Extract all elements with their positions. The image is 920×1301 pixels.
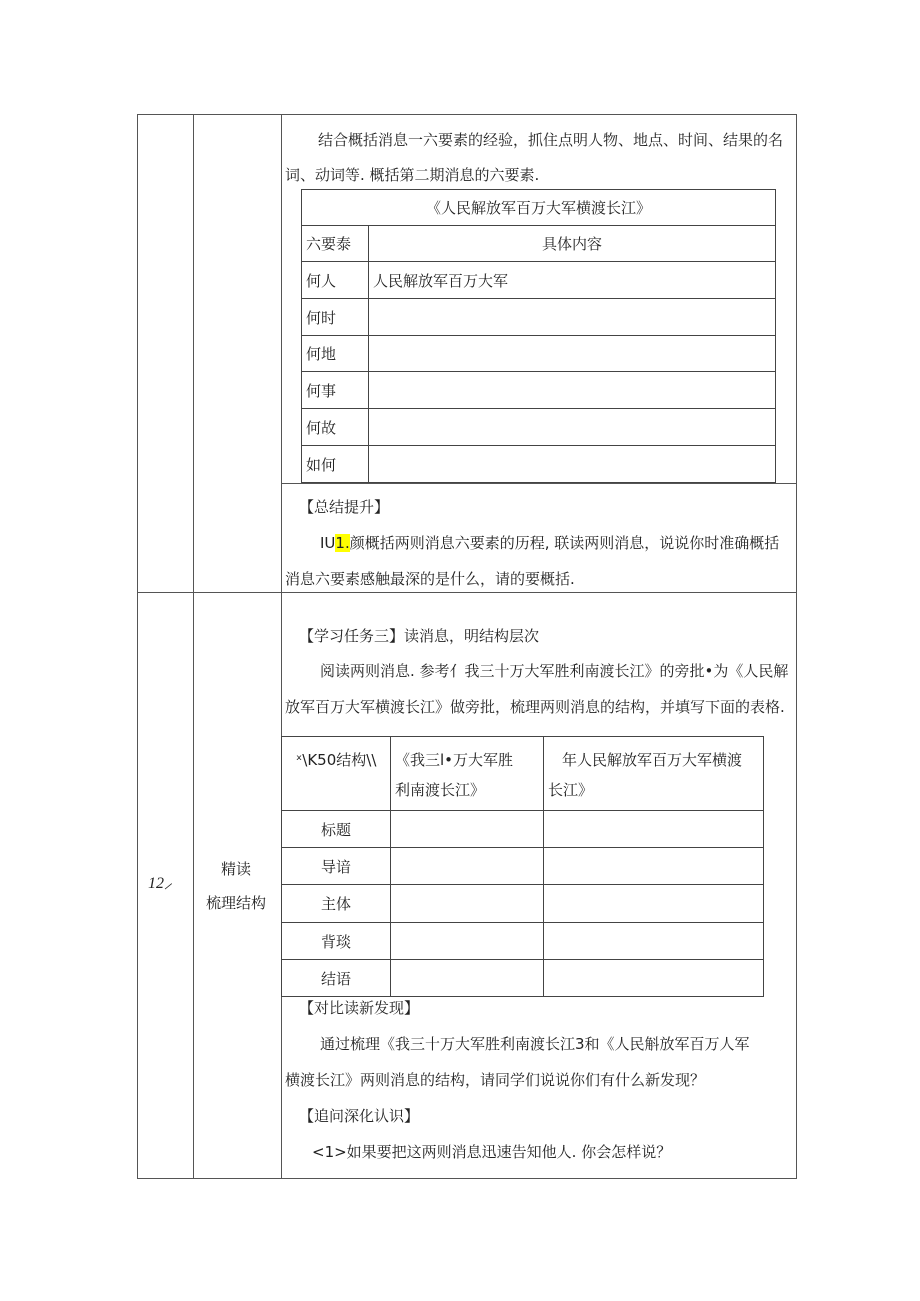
- structure-table: [281, 736, 764, 997]
- six-elements-row-content: [369, 372, 776, 409]
- row-label-line-1: 精读: [221, 860, 252, 878]
- structure-row-label: 背琰: [282, 923, 391, 960]
- structure-col1-header-line-1: 《我三l•万大军胜: [395, 751, 514, 769]
- structure-col2-header-line-2: 长江》: [548, 781, 594, 799]
- summary-line-2: 消息六要素感触最深的是什么，请的要概括.: [285, 570, 575, 588]
- structure-cell: [391, 885, 544, 923]
- row-label-line-2: 梳理结构: [206, 894, 267, 912]
- summary-line-1: [320, 533, 779, 553]
- structure-cell: [544, 811, 764, 848]
- compare-heading: 【对比读新发现】: [299, 999, 420, 1017]
- summary-highlight: 1.: [335, 534, 350, 552]
- task-heading: 【学习任务三】读消息，明结构层次: [299, 627, 540, 645]
- task-line-1: 阅读两则消息. 参考亻我三十万大军胜利南渡长江》的旁批•为《人民解: [320, 662, 789, 680]
- six-elements-row-label: 何时: [302, 299, 369, 336]
- outer-border-bottom: [137, 1178, 797, 1179]
- structure-row-label: 主体: [282, 885, 391, 923]
- structure-cell: [544, 848, 764, 885]
- structure-cell: [391, 923, 544, 960]
- six-elements-row-content: 人民解放军百万大军: [369, 262, 776, 299]
- structure-cell: [391, 811, 544, 848]
- structure-col1-header-line-2: 利南渡长江》: [395, 781, 486, 799]
- compare-line-1: 通过梳理《我三十万大军胜利南渡长江3和《人民斛放军百万人军: [320, 1035, 750, 1053]
- structure-cell: [544, 923, 764, 960]
- six-elements-row-label: 何事: [302, 372, 369, 409]
- structure-cell: [391, 960, 544, 997]
- structure-col2-header: [544, 737, 764, 811]
- task-line-2: 放军百万大军横渡长江》做旁批，梳理两则消息的结构，并填写下面的表格.: [285, 698, 785, 716]
- structure-col1-header: [391, 737, 544, 811]
- row1-section-divider: [281, 483, 797, 484]
- structure-row-label: 结语: [282, 960, 391, 997]
- structure-cell: [391, 848, 544, 885]
- six-elements-row-label: 何地: [302, 336, 369, 372]
- six-elements-table-title: 《人民解放军百万大军横渡长江》: [302, 190, 776, 226]
- compare-line-2: 横渡长江》两则消息的结构，请同学们说说你们有什么新发现？: [285, 1071, 706, 1089]
- six-elements-row-label: 何人: [302, 262, 369, 299]
- outer-border-left: [137, 114, 138, 1179]
- outer-border-right: [796, 114, 797, 1179]
- outer-column-divider-2: [281, 114, 282, 1179]
- six-elements-row-content: [369, 336, 776, 372]
- outer-row-divider: [137, 592, 797, 593]
- intro-line-1: 结合概括消息一六要素的经验，抓住点明人物、地点、时间、结果的名: [318, 131, 784, 149]
- summary-heading: 【总结提升】: [299, 498, 390, 516]
- ask-heading: 【追问深化认识】: [299, 1107, 420, 1125]
- structure-row-label: 标题: [282, 811, 391, 848]
- structure-cell: [544, 960, 764, 997]
- structure-col2-header-line-1: 年人民解放军百万大军横渡: [562, 751, 743, 769]
- structure-row-label: 导谙: [282, 848, 391, 885]
- ask-line-1: <1>如果要把这两则消息迅速告知他人. 你会怎样说？: [312, 1143, 672, 1161]
- intro-line-2: 词、动词等. 概括第二期消息的六要素.: [285, 166, 540, 184]
- outer-column-divider-1: [193, 114, 194, 1179]
- six-elements-row-label: 何故: [302, 409, 369, 446]
- six-elements-row-label: 如何: [302, 446, 369, 483]
- six-elements-table: [301, 189, 776, 483]
- six-elements-header-element: 六要泰: [302, 226, 369, 262]
- six-elements-row-content: [369, 409, 776, 446]
- row-number: 12⸝: [148, 875, 173, 892]
- six-elements-header-content: 具体内容: [369, 226, 776, 262]
- summary-line-1-rest: 颜概括两则消息六要素的历程, 联读两则消息，说说你时准确概括: [349, 534, 780, 552]
- six-elements-row-content: [369, 446, 776, 483]
- structure-corner-header: ˣ\K50结构\\: [282, 737, 391, 811]
- outer-border-top: [137, 114, 797, 115]
- structure-cell: [544, 885, 764, 923]
- six-elements-row-content: [369, 299, 776, 336]
- summary-prefix: IU: [320, 534, 336, 552]
